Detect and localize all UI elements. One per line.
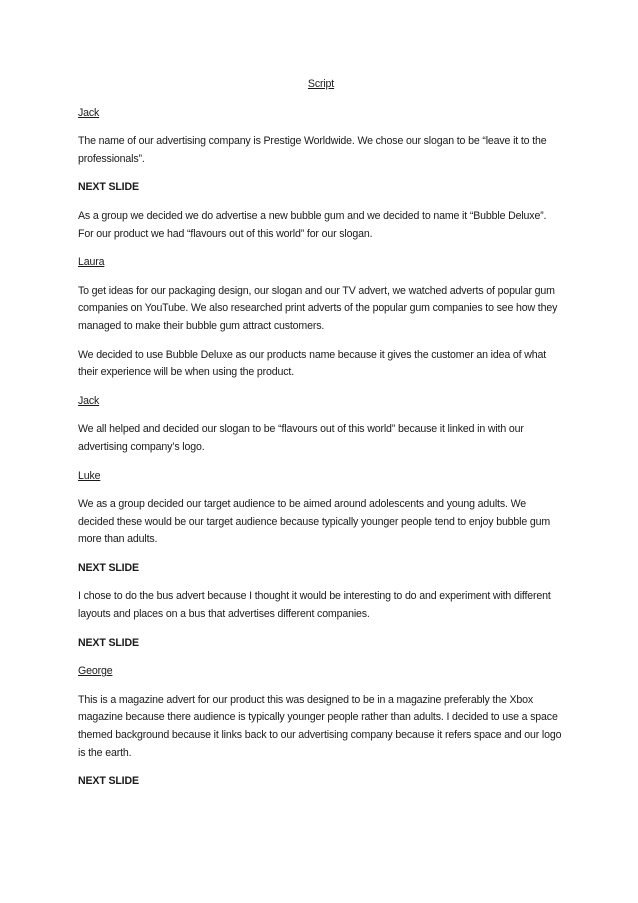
speaker-label-george: George [78, 665, 113, 678]
paragraph-company-intro: The name of our advertising company is Prestige Worldwide. We chose our slogan to be “leave it to the professionals”. [78, 135, 547, 165]
next-slide-marker: NEXT SLIDE [78, 636, 139, 649]
speaker-label-jack: Jack [78, 106, 100, 119]
paragraph-slogan-reason: We all helped and decided our slogan to be “flavours out of this world” because it linked in with our advertising company’s logo. [78, 423, 524, 453]
paragraph-bus-advert: I chose to do the bus advert because I thought it would be interesting to do and experiment with different layouts and places on a bus that advertises different companies. [78, 590, 551, 621]
next-slide-marker: NEXT SLIDE [78, 775, 139, 788]
speaker-label-laura: Laura [78, 256, 105, 269]
paragraph-magazine-advert: This is a magazine advert for our product this was designed to be in a magazine preferably the Xbox magazine because there audience is typically younger people rather than adults. I decided to use a space themed background because it links back to our advertising company because it refers space and our logo is the earth. [78, 693, 562, 759]
next-slide-marker: NEXT SLIDE [78, 181, 139, 194]
paragraph-name-reason: We decided to use Bubble Deluxe as our products name because it gives the customer an idea of what their experience will be when using the product. [78, 348, 546, 379]
document-title: Script [307, 78, 335, 90]
speaker-label-luke: Luke [78, 469, 101, 482]
paragraph-research: To get ideas for our packaging design, our slogan and our TV advert, we watched adverts of popular gum companies on YouTube. We also researched print adverts of the popular gum companies to see how they managed to make their bubble gum attract customers. [78, 284, 558, 332]
paragraph-product-name: As a group we decided we do advertise a new bubble gum and we decided to name it “Bubble Deluxe”. For our product we had “flavours out of this world” for our slogan. [78, 209, 547, 240]
paragraph-target-audience: We as a group decided our target audience to be aimed around adolescents and young adults. We decided these would be our target audience because typically younger people tend to enjoy bubble gum more than adults. [78, 498, 551, 546]
document-body [78, 76, 564, 802]
next-slide-marker: NEXT SLIDE [78, 561, 139, 574]
speaker-label-jack: Jack [78, 394, 100, 407]
